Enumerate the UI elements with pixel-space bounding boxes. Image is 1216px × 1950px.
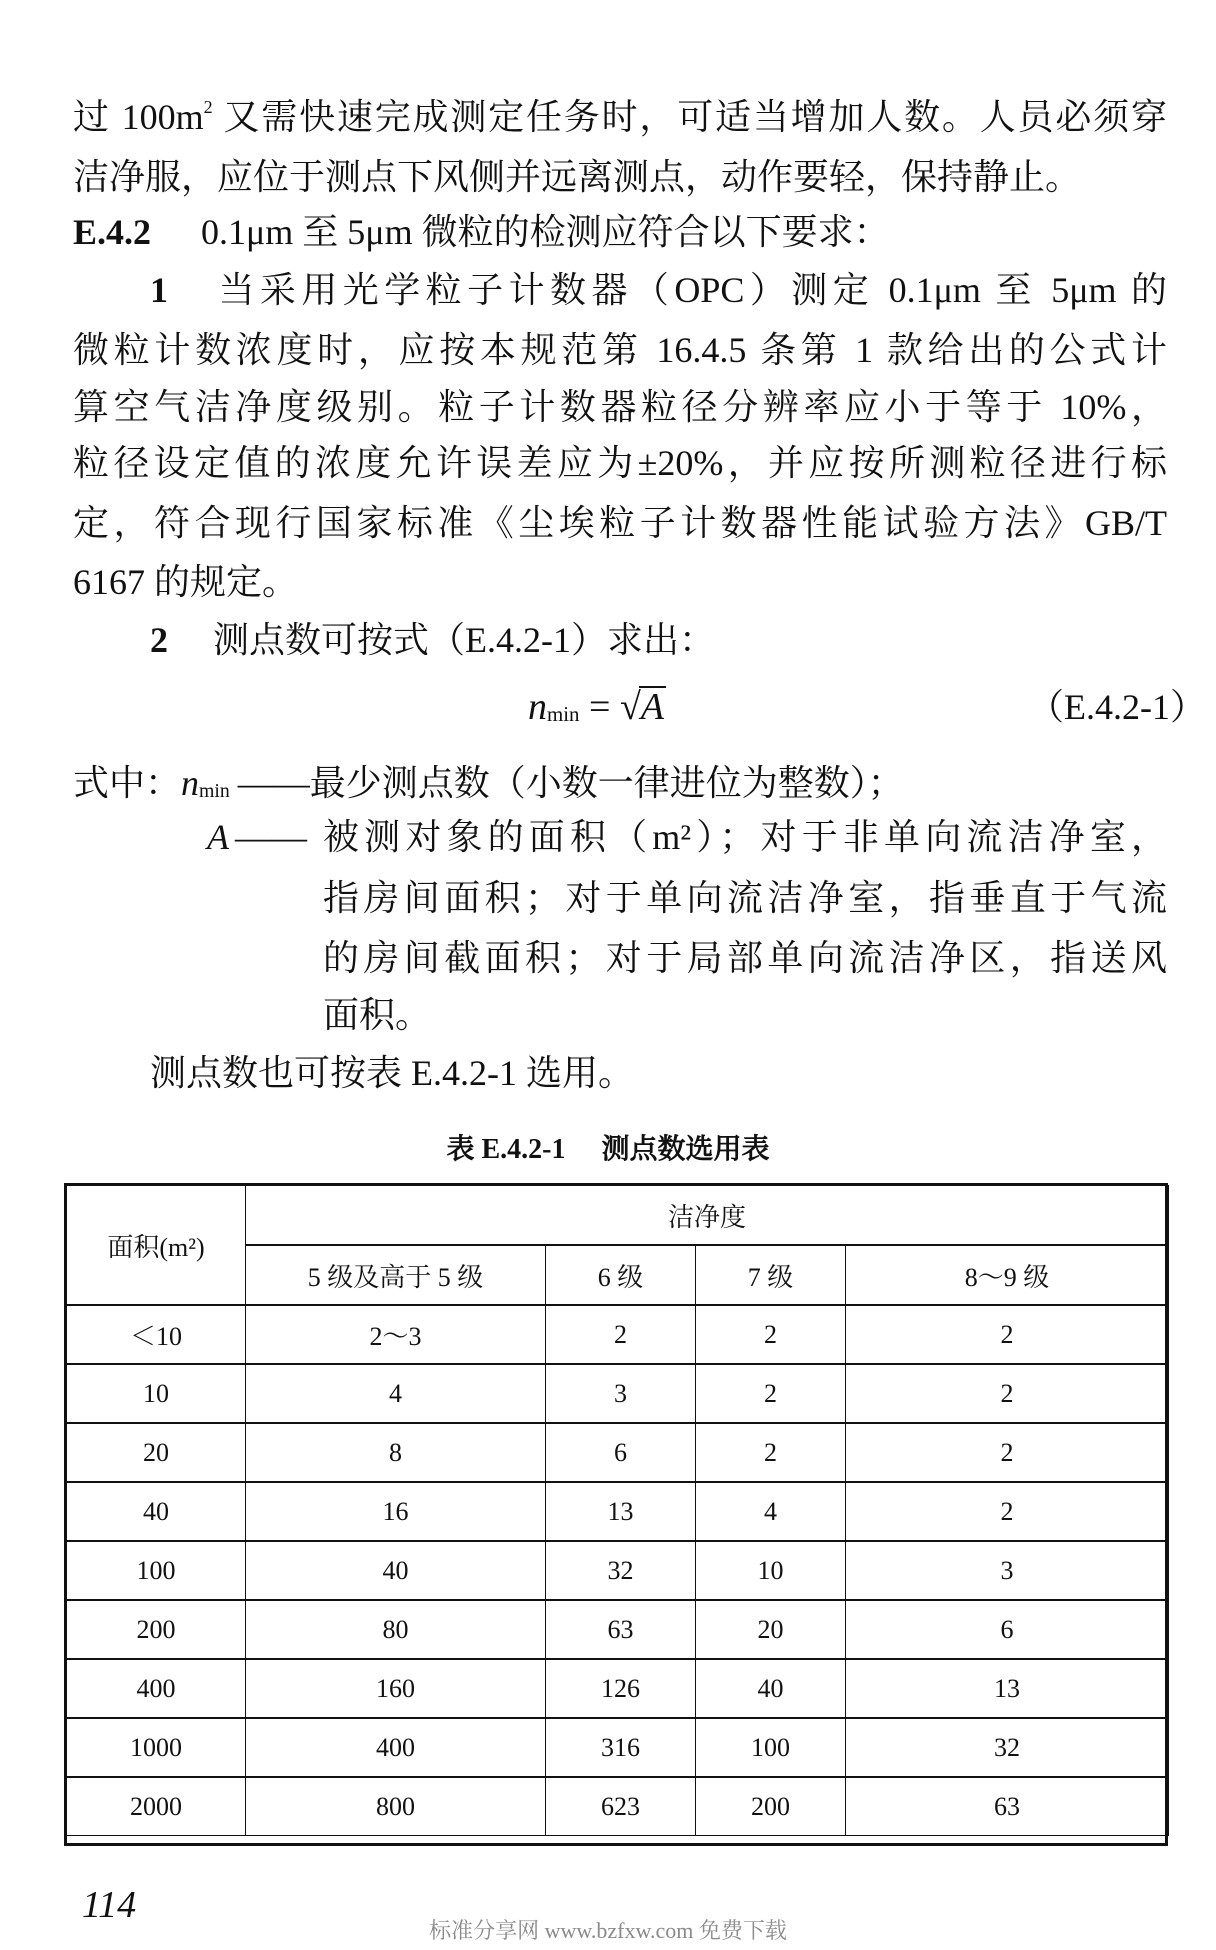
value-cell: 32 <box>546 1541 696 1600</box>
area-cell: 1000 <box>67 1718 246 1777</box>
a-description-line-3: 的房间截面积；对于局部单向流洁净区，指送风 <box>323 938 1167 978</box>
value-cell: 800 <box>246 1777 546 1836</box>
value-cell: 40 <box>696 1659 846 1718</box>
area-cell: ＜10 <box>67 1305 246 1364</box>
table-header-row <box>67 1186 1169 1246</box>
dash: —— <box>237 763 310 803</box>
equals-sign: = <box>579 686 620 728</box>
area-cell: 10 <box>67 1364 246 1423</box>
table-caption-number: 表 E.4.2-1 <box>446 1134 566 1165</box>
section-heading <box>73 207 1167 257</box>
var-n: n <box>181 763 200 803</box>
value-cell: 2 <box>846 1305 1169 1364</box>
column-header: 5 级及高于 5 级 <box>246 1245 546 1305</box>
value-cell: 2 <box>846 1482 1169 1541</box>
value-cell: 13 <box>546 1482 696 1541</box>
sqrt-radicand: A <box>640 686 665 728</box>
area-header: 面积(m²) <box>67 1186 246 1306</box>
value-cell: 2 <box>846 1423 1169 1482</box>
value-cell: 3 <box>846 1541 1169 1600</box>
section-title: 0.1μm 至 5μm 微粒的检测应符合以下要求： <box>201 212 890 252</box>
value-cell: 4 <box>246 1364 546 1423</box>
where-n <box>73 758 904 808</box>
table-row <box>67 1482 1169 1541</box>
value-cell: 16 <box>246 1482 546 1541</box>
var-a: A <box>207 817 229 857</box>
item1-line-4: 粒径设定值的浓度允许误差应为±20%，并应按所测粒径进行标 <box>73 443 1167 483</box>
value-cell: 63 <box>846 1777 1169 1836</box>
value-cell: 623 <box>546 1777 696 1836</box>
column-header: 7 级 <box>696 1245 846 1305</box>
paragraph-line-1 <box>73 92 1167 142</box>
subscript-min: min <box>199 779 230 802</box>
table-caption <box>0 1128 1216 1172</box>
value-cell: 4 <box>696 1482 846 1541</box>
table-caption-title: 测点数选用表 <box>601 1134 770 1165</box>
item1-line-1 <box>150 265 1167 315</box>
equation-number: （E.4.2-1） <box>1028 687 1206 727</box>
where-prefix: 式中： <box>73 763 182 803</box>
formula-lhs <box>528 686 580 728</box>
a-description-line-4: 面积。 <box>323 995 432 1035</box>
value-cell: 400 <box>246 1718 546 1777</box>
sqrt-sign: √ <box>619 686 641 728</box>
paragraph-text: 又需快速完成测定任务时，可适当增加人数。人员必须穿 <box>212 97 1167 137</box>
item1-line-3: 算空气洁净度级别。粒子计数器粒径分辨率应小于等于 10%， <box>73 387 1167 427</box>
value-cell: 2 <box>546 1305 696 1364</box>
area-cell: 100 <box>67 1541 246 1600</box>
value-cell: 20 <box>696 1600 846 1659</box>
dash: —— <box>235 817 307 857</box>
table-row <box>67 1305 1169 1364</box>
value-cell: 2～3 <box>246 1305 546 1364</box>
value-cell: 10 <box>696 1541 846 1600</box>
area-cell: 200 <box>67 1600 246 1659</box>
measurement-points-table <box>66 1185 1169 1836</box>
formula <box>528 682 666 732</box>
value-cell: 2 <box>696 1305 846 1364</box>
table-body <box>67 1305 1169 1836</box>
cleanliness-header: 洁净度 <box>246 1186 1169 1246</box>
area-cell: 400 <box>67 1659 246 1718</box>
value-cell: 6 <box>846 1600 1169 1659</box>
value-cell: 2 <box>696 1423 846 1482</box>
subscript-min: min <box>547 702 580 727</box>
value-cell: 63 <box>546 1600 696 1659</box>
item2-line <box>150 615 1167 665</box>
value-cell: 80 <box>246 1600 546 1659</box>
value-cell: 126 <box>546 1659 696 1718</box>
table-row <box>67 1600 1169 1659</box>
area-cell: 2000 <box>67 1777 246 1836</box>
paragraph-line-2: 洁净服，应位于测点下风侧并远离测点，动作要轻，保持静止。 <box>73 157 1082 197</box>
page-number: 114 <box>82 1884 137 1926</box>
table-row <box>67 1659 1169 1718</box>
item1-line-5: 定，符合现行国家标准《尘埃粒子计数器性能试验方法》GB/T <box>73 503 1167 543</box>
table-row <box>67 1541 1169 1600</box>
watermark: 标准分享网 www.bzfxw.com 免费下载 <box>429 1918 787 1943</box>
area-cell: 40 <box>67 1482 246 1541</box>
value-cell: 40 <box>246 1541 546 1600</box>
superscript: 2 <box>203 96 213 117</box>
value-cell: 160 <box>246 1659 546 1718</box>
value-cell: 2 <box>846 1364 1169 1423</box>
var-n: n <box>528 686 547 728</box>
value-cell: 3 <box>546 1364 696 1423</box>
value-cell: 8 <box>246 1423 546 1482</box>
item2-text: 测点数可按式（E.4.2-1）求出： <box>213 620 715 660</box>
value-cell: 200 <box>696 1777 846 1836</box>
value-cell: 6 <box>546 1423 696 1482</box>
section-number: E.4.2 <box>73 212 152 252</box>
table-reference-note: 测点数也可按表 E.4.2-1 选用。 <box>150 1053 634 1093</box>
paragraph-text: 过 100m <box>73 97 204 137</box>
value-cell: 13 <box>846 1659 1169 1718</box>
table-row <box>67 1364 1169 1423</box>
a-description-line-2: 指房间面积；对于单向流洁净室，指垂直于气流 <box>323 878 1167 918</box>
n-description: 最少测点数（小数一律进位为整数）； <box>309 763 904 803</box>
table-row <box>67 1423 1169 1482</box>
value-cell: 2 <box>696 1364 846 1423</box>
item1-text: 当采用光学粒子计数器（OPC）测定 0.1μm 至 5μm 的 <box>213 270 1167 310</box>
column-header: 6 级 <box>546 1245 696 1305</box>
column-header: 8～9 级 <box>846 1245 1169 1305</box>
table-row <box>67 1718 1169 1777</box>
value-cell: 100 <box>696 1718 846 1777</box>
item1-number: 1 <box>150 270 168 310</box>
item1-line-6: 6167 的规定。 <box>73 562 299 602</box>
table-row <box>67 1777 1169 1836</box>
where-a <box>207 812 307 862</box>
value-cell: 316 <box>546 1718 696 1777</box>
value-cell: 32 <box>846 1718 1169 1777</box>
item2-number: 2 <box>150 620 168 660</box>
a-description-line-1: 被测对象的面积（m²）；对于非单向流洁净室， <box>323 817 1167 857</box>
item1-line-2: 微粒计数浓度时，应按本规范第 16.4.5 条第 1 款给出的公式计 <box>73 330 1167 370</box>
area-cell: 20 <box>67 1423 246 1482</box>
